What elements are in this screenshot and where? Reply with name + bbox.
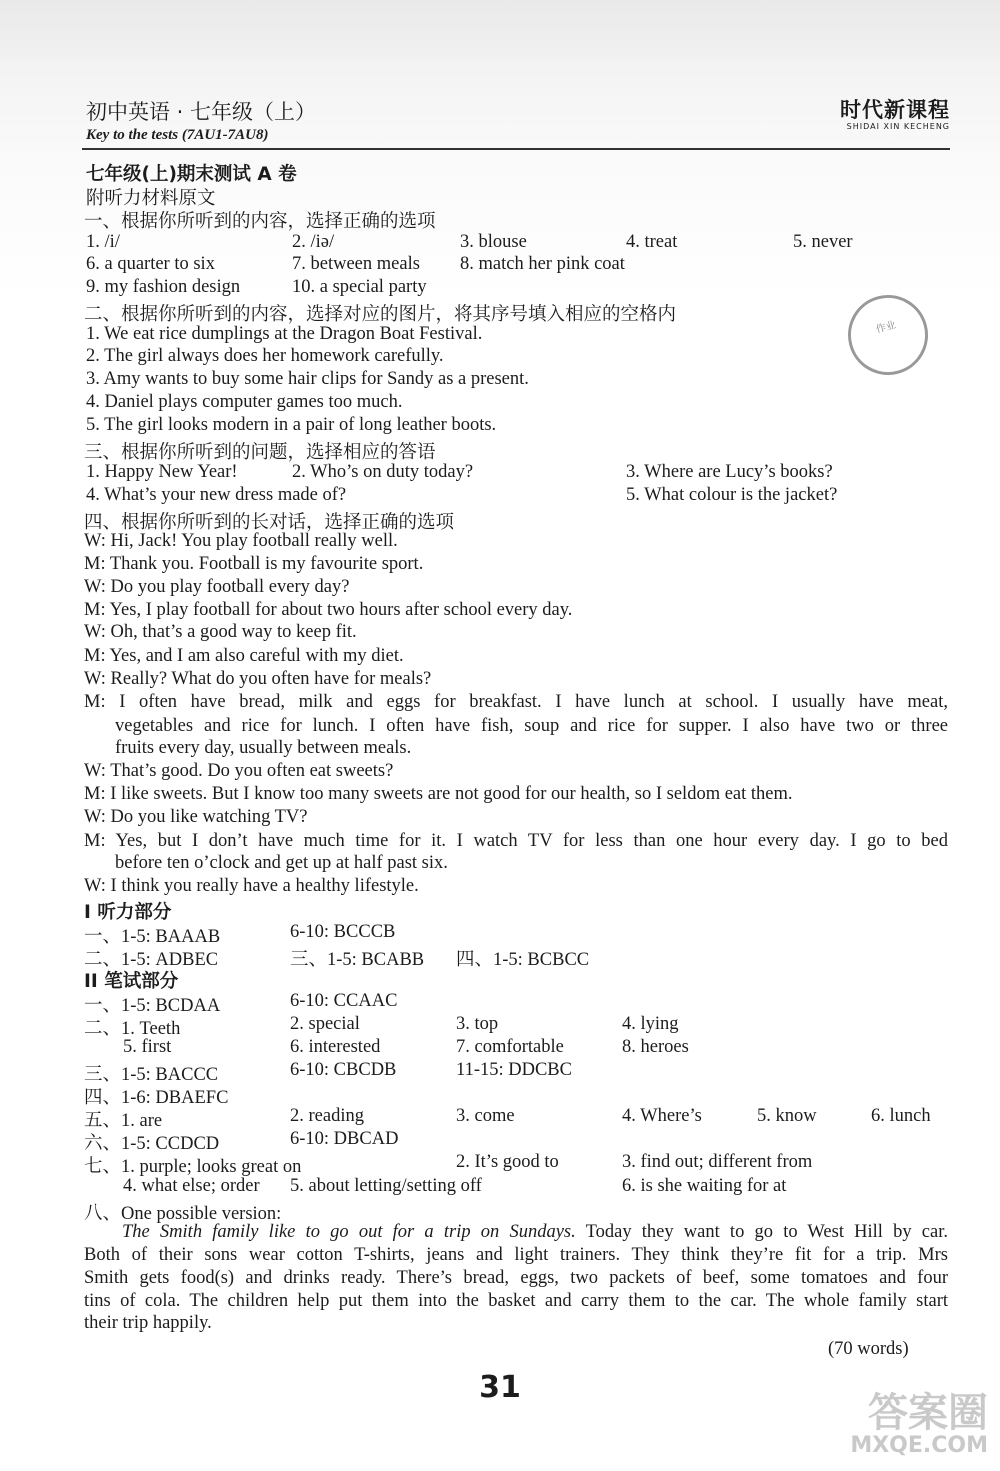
page-number: 31 <box>479 1370 521 1405</box>
answer-row: 六、1-5: CCDCD <box>84 1134 220 1154</box>
part3-item: 1. Happy New Year! <box>86 462 238 482</box>
part2-heading: 二、根据你所听到的内容，选择对应的图片，将其序号填入相应的空格内 <box>84 304 677 325</box>
part3-heading: 三、根据你所听到的问题，选择相应的答语 <box>84 442 436 463</box>
answer-row: 5. know <box>757 1106 817 1126</box>
key-subtitle: Key to the tests (7AU1-7AU8) <box>86 127 269 143</box>
dialogue-line: W: That’s good. Do you often eat sweets? <box>84 761 394 781</box>
part1-item: 6. a quarter to six <box>86 254 215 274</box>
essay-text: Today they want to go to West Hill by car. <box>575 1222 948 1242</box>
essay-line: tins of cola. The children help put them into the basket and carry them to the car. The whole family start <box>84 1291 948 1311</box>
word-count: (70 words) <box>828 1339 909 1359</box>
essay-line: their trip happily. <box>84 1313 212 1333</box>
essay-italic: The Smith family like to go out for a trip on Sundays. <box>122 1222 576 1242</box>
answer-row: 八、One possible version: <box>84 1204 282 1224</box>
answer-row: 2. special <box>290 1014 360 1034</box>
answer-row: 三、1-5: BACCC <box>84 1065 219 1085</box>
part1-item: 8. match her pink coat <box>460 254 625 274</box>
brand-name-en: SHIDAI XIN KECHENG <box>846 122 950 131</box>
dialogue-line: W: Hi, Jack! You play football really well. <box>84 531 398 551</box>
answer-row: 二、1. Teeth <box>84 1019 181 1039</box>
part3-item: 2. Who’s on duty today? <box>292 462 474 482</box>
answer-row: 2. It’s good to <box>456 1152 559 1172</box>
part3-item: 4. What’s your new dress made of? <box>86 485 347 505</box>
section1-heading: I 听力部分 <box>84 902 172 923</box>
answer-row: 二、1-5: ADBEC <box>84 950 219 970</box>
essay-line: Both of their sons wear cotton T-shirts, jeans and light trainers. They think they’re fit for a trip. Mrs <box>84 1245 948 1265</box>
answer-row: 6-10: CCAAC <box>290 991 398 1011</box>
dialogue-line: vegetables and rice for lunch. I often have fish, soup and rice for supper. I also have two or three <box>115 716 948 736</box>
answer-row: 8. heroes <box>622 1037 689 1057</box>
dialogue-line: W: I think you really have a healthy lifestyle. <box>84 876 419 896</box>
part1-item: 7. between meals <box>292 254 420 274</box>
dialogue-line: W: Oh, that’s a good way to keep fit. <box>84 622 357 642</box>
dialogue-line: W: Do you like watching TV? <box>84 807 308 827</box>
dialogue-line: W: Really? What do you often have for meals? <box>84 669 432 689</box>
answer-row: 3. come <box>456 1106 515 1126</box>
part1-item: 2. /iə/ <box>292 232 335 252</box>
answer-row: 6-10: BCCCB <box>290 922 396 942</box>
essay-line <box>84 1222 948 1243</box>
answer-row: 四、1-5: BCBCC <box>456 950 590 970</box>
answer-row: 一、1-5: BAAAB <box>84 927 221 947</box>
answer-row: 6-10: CBCDB <box>290 1060 397 1080</box>
book-title: 初中英语 · 七年级（上） <box>86 100 317 124</box>
header-divider <box>82 148 950 150</box>
dialogue-line: before ten o’clock and get up at half past six. <box>115 853 448 873</box>
answer-row: 四、1-6: DBAEFC <box>84 1088 229 1108</box>
part1-heading: 一、根据你所听到的内容，选择正确的选项 <box>84 211 436 232</box>
dialogue-line: M: I like sweets. But I know too many sweets are not good for our health, so I seldom eat them. <box>84 784 793 804</box>
answer-row: 5. about letting/setting off <box>290 1176 482 1196</box>
section2-heading: II 笔试部分 <box>84 971 179 992</box>
part1-item: 1. /i/ <box>86 232 120 252</box>
answer-row: 7. comfortable <box>456 1037 564 1057</box>
part2-item: 3. Amy wants to buy some hair clips for Sandy as a present. <box>86 369 529 389</box>
part2-item: 4. Daniel plays computer games too much. <box>86 392 403 412</box>
dialogue-line: W: Do you play football every day? <box>84 577 350 597</box>
essay-line: Smith gets food(s) and drinks ready. There’s bread, eggs, two packets of beef, some tomatoes and four <box>84 1268 948 1288</box>
dialogue-line: M: Thank you. Football is my favourite sport. <box>84 554 424 574</box>
answer-row: 11-15: DDCBC <box>456 1060 572 1080</box>
dialogue-line: M: Yes, and I am also careful with my diet. <box>84 646 404 666</box>
dialogue-line: M: Yes, I play football for about two hours after school every day. <box>84 600 573 620</box>
answer-row: 三、1-5: BCABB <box>290 950 425 970</box>
answer-row: 3. find out; different from <box>622 1152 813 1172</box>
part1-item: 3. blouse <box>460 232 527 252</box>
part2-item: 1. We eat rice dumplings at the Dragon Boat Festival. <box>86 324 483 344</box>
answer-row: 4. what else; order <box>123 1176 260 1196</box>
part1-item: 4. treat <box>626 232 678 252</box>
part2-item: 2. The girl always does her homework carefully. <box>86 346 444 366</box>
answer-row: 3. top <box>456 1014 499 1034</box>
answer-row: 5. first <box>123 1037 172 1057</box>
part3-item: 5. What colour is the jacket? <box>626 485 838 505</box>
part3-item: 3. Where are Lucy’s books? <box>626 462 833 482</box>
watermark-en: MXQE.COM <box>850 1433 988 1458</box>
part1-item: 9. my fashion design <box>86 277 241 297</box>
answer-row: 五、1. are <box>84 1111 163 1131</box>
answer-row: 七、1. purple; looks great on <box>84 1157 302 1177</box>
test-title: 七年级(上)期末测试 A 卷 <box>86 164 297 185</box>
part4-heading: 四、根据你所听到的长对话，选择正确的选项 <box>84 512 455 533</box>
answer-row: 一、1-5: BCDAA <box>84 996 221 1016</box>
part1-item: 10. a special party <box>292 277 427 297</box>
brand-name-cn: 时代新课程 <box>840 98 950 122</box>
dialogue-line: M: I often have bread, milk and eggs for breakfast. I have lunch at school. I usually have meat, <box>84 692 948 712</box>
part1-item: 5. never <box>793 232 853 252</box>
answer-row: 2. reading <box>290 1106 364 1126</box>
listening-script-title: 附听力材料原文 <box>86 188 216 209</box>
answer-row: 4. Where’s <box>622 1106 702 1126</box>
dialogue-line: fruits every day, usually between meals. <box>115 738 412 758</box>
watermark-logo <box>850 1392 988 1457</box>
answer-row: 6. is she waiting for at <box>622 1176 787 1196</box>
answer-row: 6. interested <box>290 1037 381 1057</box>
publisher-logo <box>840 94 950 131</box>
part2-item: 5. The girl looks modern in a pair of long leather boots. <box>86 415 497 435</box>
dialogue-line: M: Yes, but I don’t have much time for it. I watch TV for less than one hour every day. I go to bed <box>84 831 948 851</box>
answer-row: 4. lying <box>622 1014 679 1034</box>
answer-row: 6-10: DBCAD <box>290 1129 399 1149</box>
answer-row: 6. lunch <box>871 1106 931 1126</box>
watermark-cn: 答案圈 <box>868 1390 988 1436</box>
stamp-seal: 作业 <box>839 286 937 384</box>
